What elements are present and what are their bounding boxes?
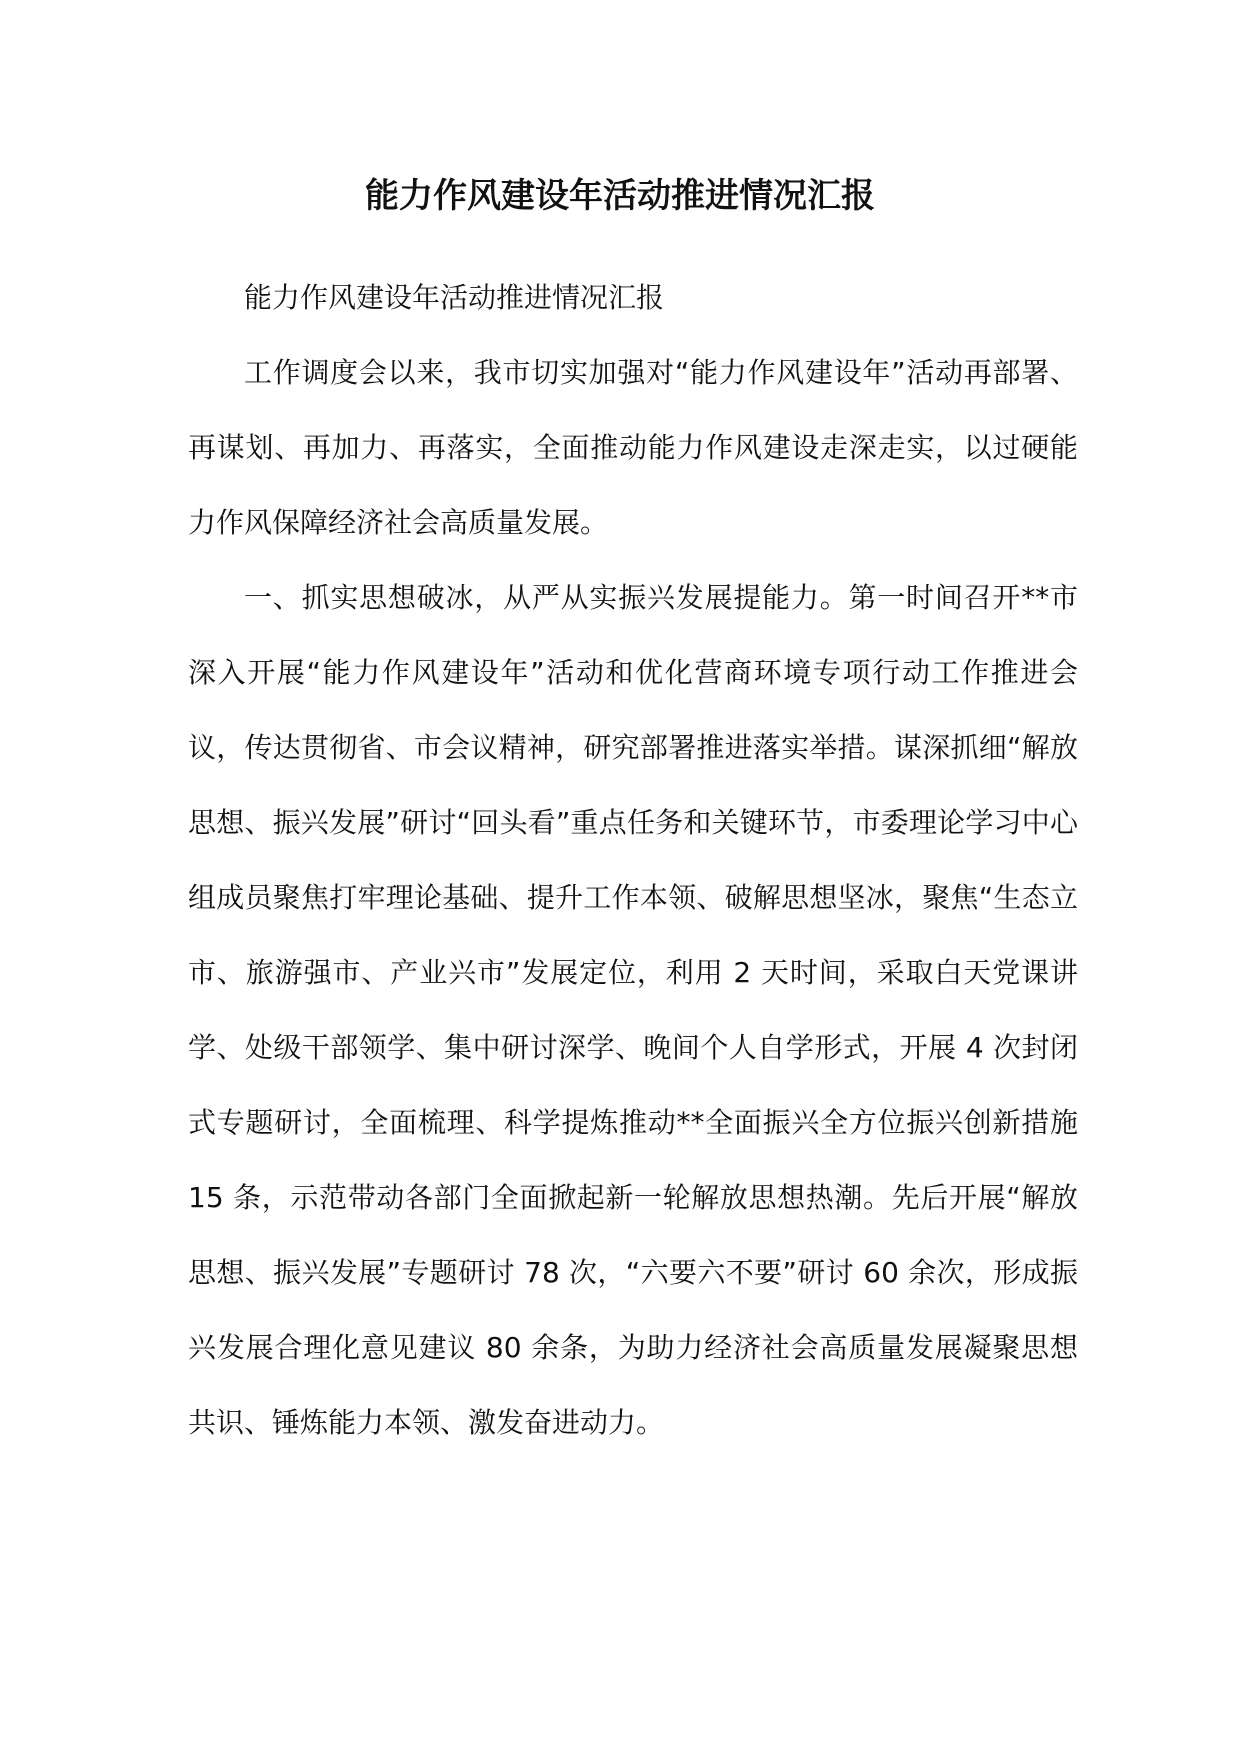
paragraph-section-one: 一、抓实思想破冰，从严从实振兴发展提能力。第一时间召开**市深入开展“能力作风建设年”活动和优化营商环境专项行动工作推进会议，传达贯彻省、市会议精神，研究部署推进落实举措。谋深抓细“解放思想、振兴发展”研讨“回头看”重点任务和关键环节，市委理论学习中心组成员聚焦打牢理论基础、提升工作本领、破解思想坚冰，聚焦“生态立市、旅游强市、产业兴市”发展定位，利用 2 天时间，采取白天党课讲学、处级干部领学、集中研讨深学、晚间个人自学形式，开展 4 次封闭式专题研讨，全面梳理、科学提炼推动**全面振兴全方位振兴创新措施 15 条，示范带动各部门全面掀起新一轮解放思想热潮。先后开展“解放思想、振兴发展”专题研讨 78 次，“六要六不要”研讨 60 余次，形成振兴发展合理化意见建议 80 余条，为助力经济社会高质量发展凝聚思想共识、锤炼能力本领、激发奋进动力。 [188,581,1078,1439]
document-body [188,260,1078,1460]
document-title: 能力作风建设年活动推进情况汇报 [365,176,875,216]
paragraph-intro: 工作调度会以来，我市切实加强对“能力作风建设年”活动再部署、再谋划、再加力、再落实，全面推动能力作风建设走深走实，以过硬能力作风保障经济社会高质量发展。 [188,356,1078,539]
document-subtitle: 能力作风建设年活动推进情况汇报 [244,281,665,314]
